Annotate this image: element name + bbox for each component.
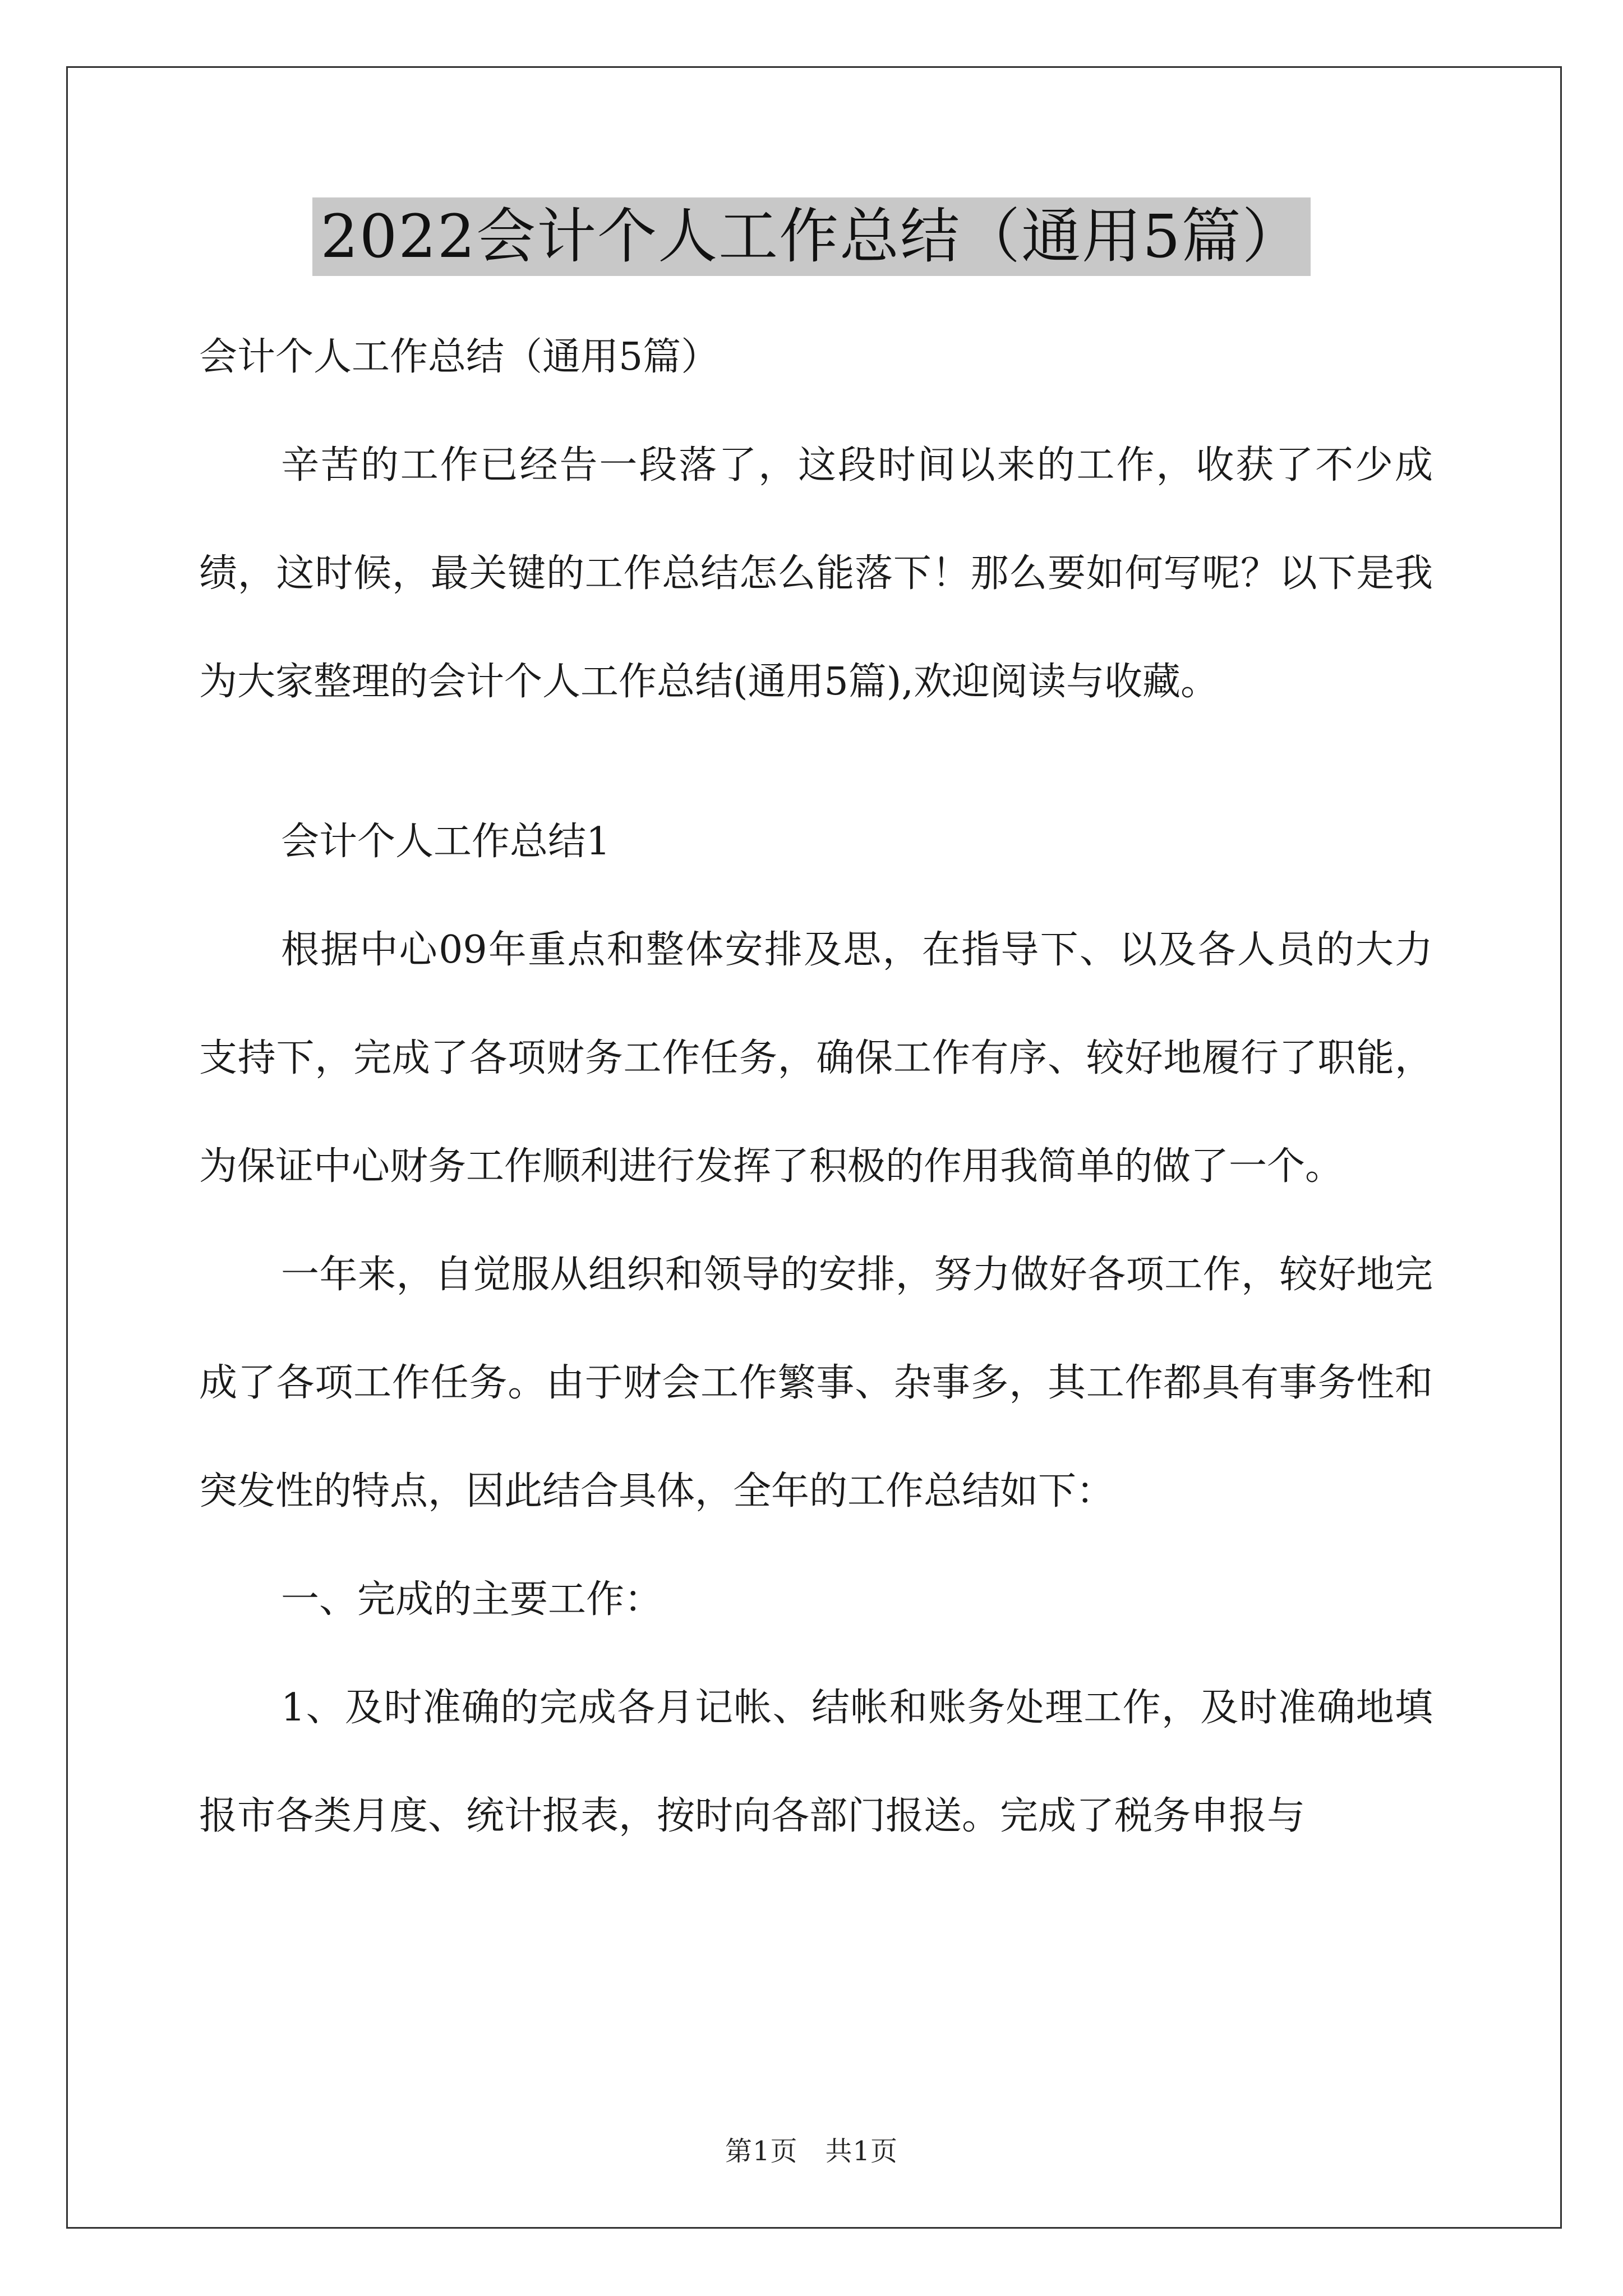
section-heading-1: 会计个人工作总结1 bbox=[281, 820, 611, 864]
body-paragraph: 根据中心09年重点和整体安排及思，在指导下、以及各人员的大力支持下，完成了各项财务工作任务，确保工作有序、较好地履行了职能，为保证中心财务工作顺利进行发挥了积极的作用我简单的做了一个。 bbox=[199, 928, 1433, 1189]
list-item: 1、及时准确的完成各月记帐、结帐和账务处理工作，及时准确地填报市各类月度、统计报表，按时向各部门报送。完成了税务申报与 bbox=[199, 1686, 1433, 1838]
document-body bbox=[199, 303, 1433, 1870]
title-container bbox=[0, 197, 1623, 276]
document-title: 2022会计个人工作总结（通用5篇） bbox=[312, 197, 1310, 276]
page-number-footer: 第1页 共1页 bbox=[725, 2136, 898, 2167]
document-subtitle: 会计个人工作总结（通用5篇） bbox=[199, 335, 720, 379]
body-paragraph: 一年来，自觉服从组织和领导的安排，努力做好各项工作，较好地完成了各项工作任务。由于财会工作繁事、杂事多，其工作都具有事务性和突发性的特点，因此结合具体，全年的工作总结如下： bbox=[199, 1253, 1433, 1513]
list-heading: 一、完成的主要工作： bbox=[281, 1577, 663, 1622]
intro-paragraph: 辛苦的工作已经告一段落了，这段时间以来的工作，收获了不少成绩，这时候，最关键的工作总结怎么能落下！那么要如何写呢？以下是我为大家整理的会计个人工作总结(通用5篇),欢迎阅读与收藏。 bbox=[199, 443, 1433, 704]
